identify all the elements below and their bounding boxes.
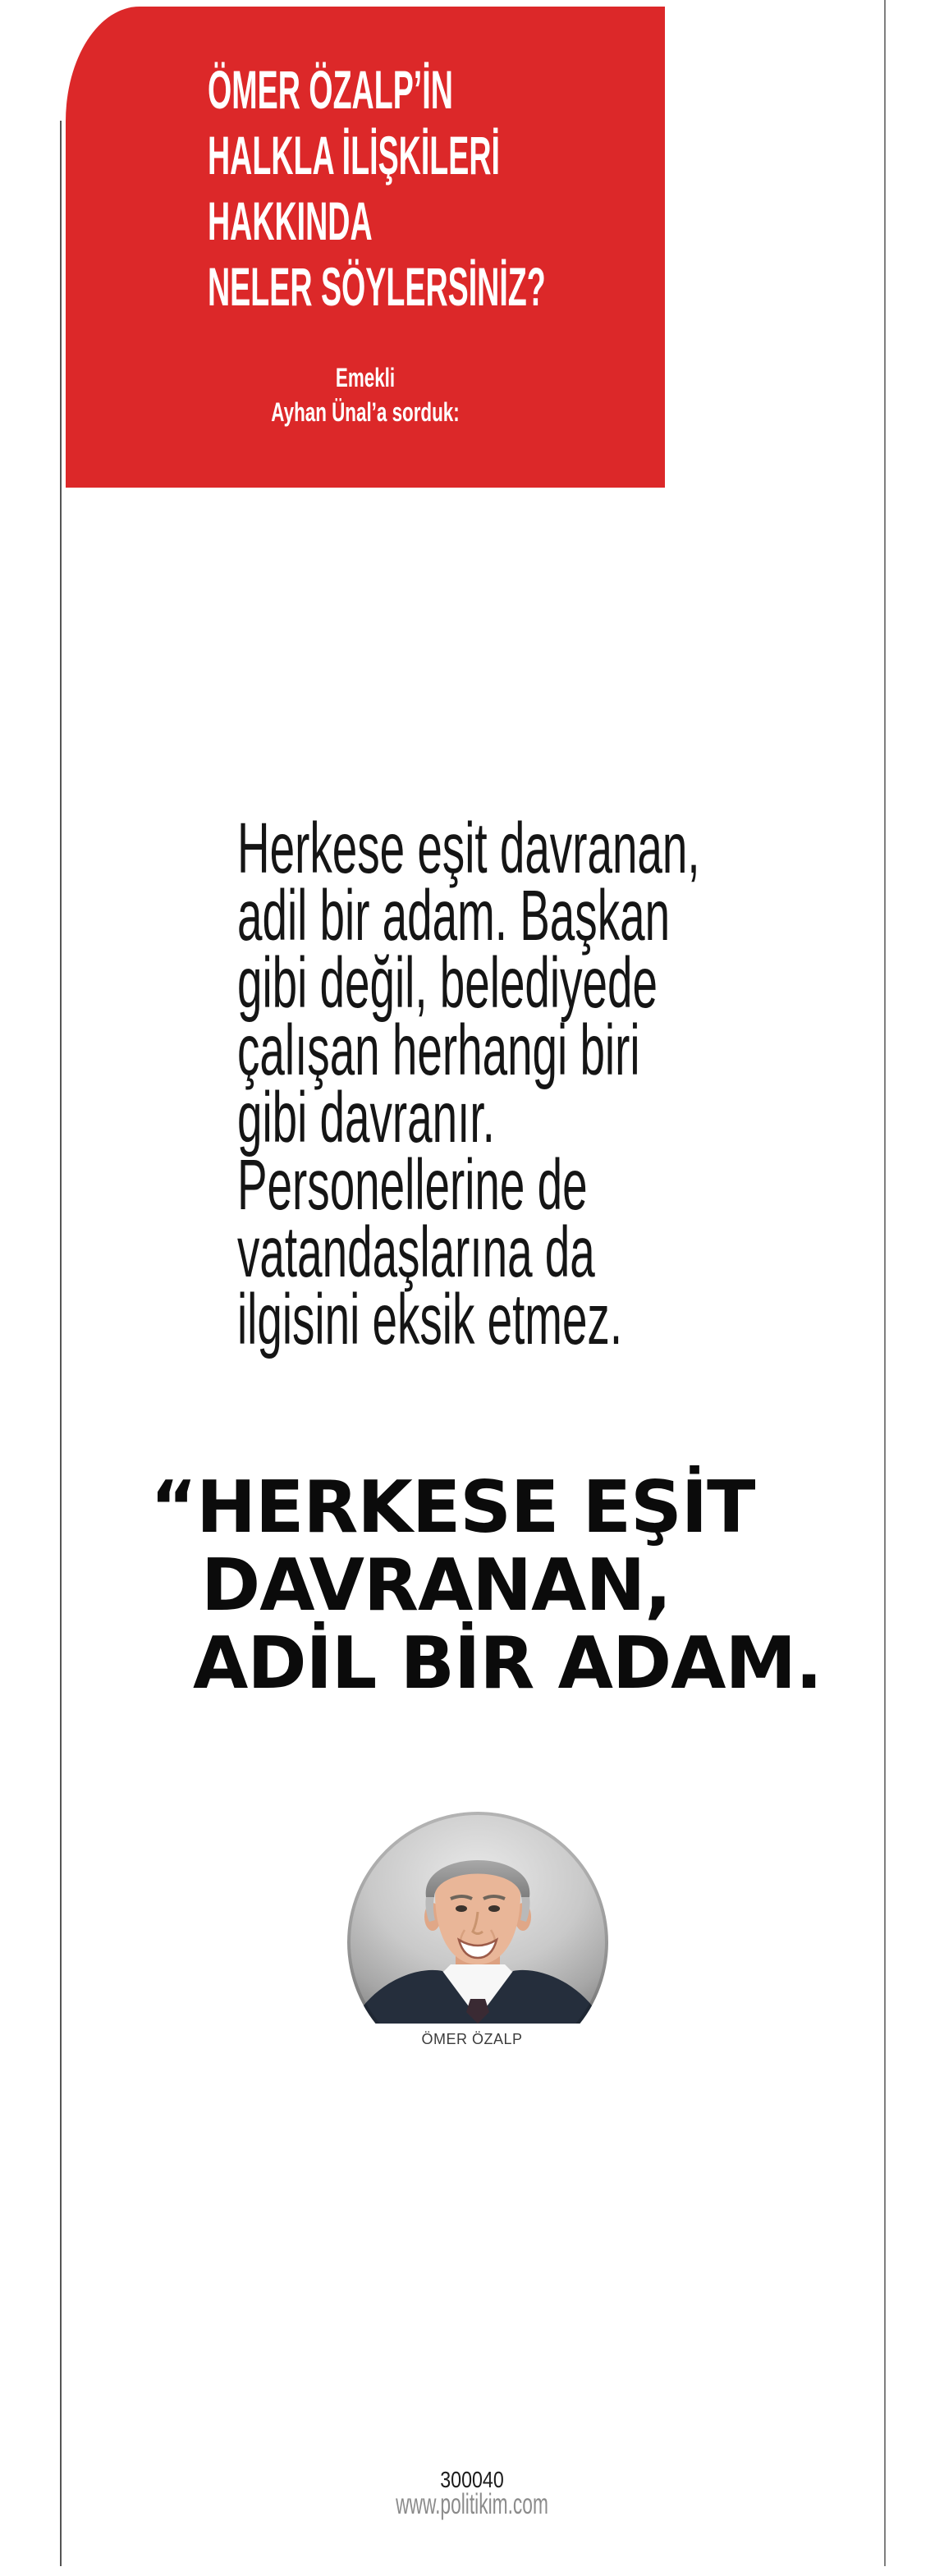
answer-line: vatandaşlarına da (237, 1212, 595, 1292)
question-card (66, 7, 665, 488)
man-portrait-illustration (347, 1812, 608, 2024)
right-column-rule (884, 0, 886, 2566)
pull-quote-line: DAVRANAN, (201, 1543, 671, 1627)
portrait-caption: ÖMER ÖZALP (421, 2031, 523, 2047)
answer-quote-text (237, 809, 700, 1359)
question-title-line: HAKKINDA (208, 190, 373, 251)
answer-line: Personellerine de (237, 1145, 588, 1225)
asker-credit-line: Ayhan Ünal’a sorduk: (271, 397, 460, 427)
portrait-photo (347, 1812, 608, 2024)
question-title-line: NELER SÖYLERSİNİZ? (208, 256, 546, 317)
question-title-line: HALKLA İLİŞKİLERİ (208, 125, 500, 186)
asker-credit (156, 360, 575, 429)
pull-quote-line: “HERKESE EŞİT (150, 1465, 755, 1549)
pull-quote-headline (150, 1465, 823, 1705)
answer-line: Herkese eşit davranan, (237, 809, 700, 888)
answer-line: ilgisini eksik etmez. (237, 1280, 623, 1359)
question-title-line: ÖMER ÖZALP’İN (208, 59, 453, 120)
answer-line: gibi davranır. (237, 1078, 495, 1157)
question-title (208, 57, 546, 319)
answer-line: adil bir adam. Başkan (237, 876, 671, 956)
left-column-rule (60, 121, 62, 2566)
asker-credit-line: Emekli (335, 363, 396, 392)
footer-code: 300040 (440, 2467, 504, 2492)
footer-website: www.politikim.com (396, 2488, 548, 2520)
answer-line: çalışan herhangi biri (237, 1011, 640, 1090)
answer-line: gibi değil, belediyede (237, 943, 658, 1023)
pull-quote-line: ADİL BİR ADAM. (193, 1621, 823, 1705)
